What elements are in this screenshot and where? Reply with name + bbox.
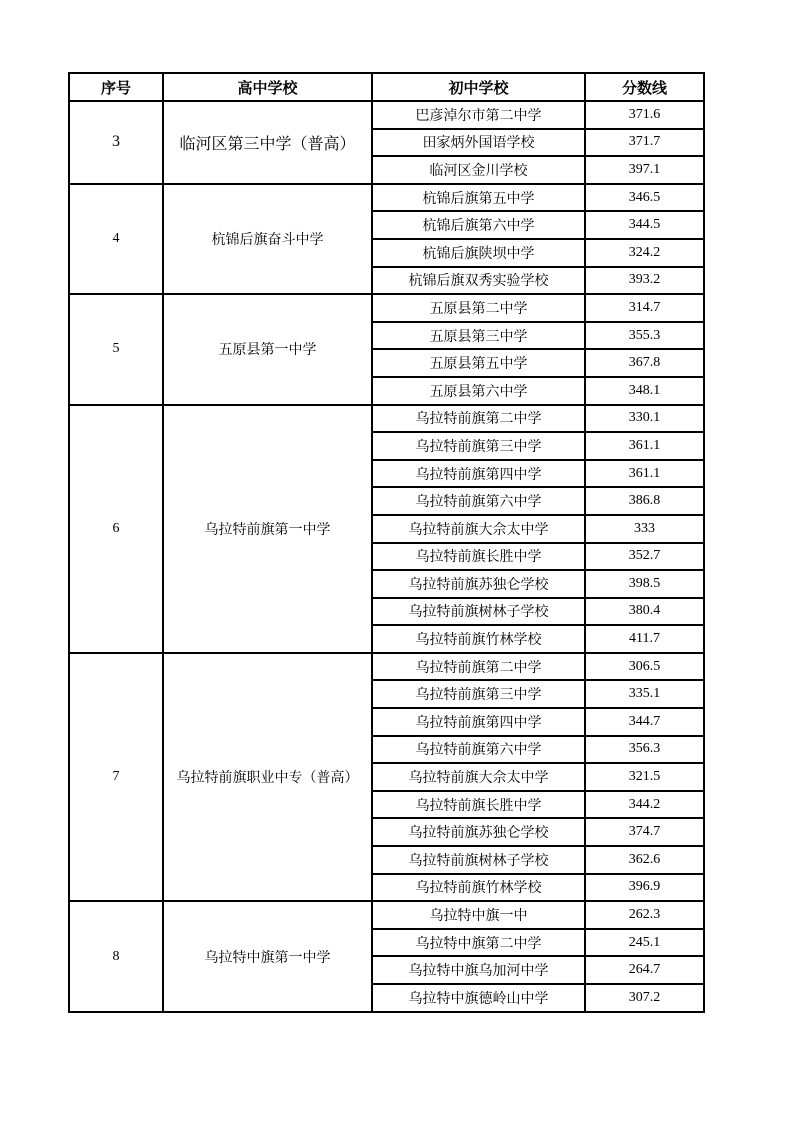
score-cell: 380.4	[585, 598, 704, 626]
high-school-cell: 乌拉特中旗第一中学	[163, 901, 372, 1012]
score-line-table	[68, 72, 705, 1013]
high-school-cell: 临河区第三中学（普高）	[163, 101, 372, 184]
index-cell: 6	[69, 405, 163, 653]
header-score-line: 分数线	[585, 73, 704, 101]
score-cell: 346.5	[585, 184, 704, 212]
score-cell: 321.5	[585, 763, 704, 791]
index-cell: 8	[69, 901, 163, 1012]
score-cell: 386.8	[585, 487, 704, 515]
middle-school-cell: 乌拉特前旗长胜中学	[372, 791, 585, 819]
score-cell: 262.3	[585, 901, 704, 929]
middle-school-cell: 乌拉特中旗一中	[372, 901, 585, 929]
middle-school-cell: 乌拉特中旗乌加河中学	[372, 956, 585, 984]
middle-school-cell: 乌拉特前旗树林子学校	[372, 846, 585, 874]
middle-school-cell: 乌拉特前旗苏独仑学校	[372, 818, 585, 846]
middle-school-cell: 田家炳外国语学校	[372, 129, 585, 157]
score-cell: 352.7	[585, 543, 704, 571]
index-cell: 4	[69, 184, 163, 294]
middle-school-cell: 乌拉特前旗第六中学	[372, 736, 585, 764]
middle-school-cell: 乌拉特前旗第三中学	[372, 680, 585, 708]
middle-school-cell: 巴彦淖尔市第二中学	[372, 101, 585, 129]
score-cell: 245.1	[585, 929, 704, 957]
middle-school-cell: 乌拉特前旗第二中学	[372, 405, 585, 433]
middle-school-cell: 乌拉特前旗竹林学校	[372, 625, 585, 653]
middle-school-cell: 五原县第六中学	[372, 377, 585, 405]
middle-school-cell: 杭锦后旗陕坝中学	[372, 239, 585, 267]
score-cell: 324.2	[585, 239, 704, 267]
header-middle-school: 初中学校	[372, 73, 585, 101]
middle-school-cell: 乌拉特前旗大佘太中学	[372, 515, 585, 543]
score-cell: 362.6	[585, 846, 704, 874]
score-cell: 344.5	[585, 211, 704, 239]
high-school-cell: 杭锦后旗奋斗中学	[163, 184, 372, 294]
table-row	[69, 653, 704, 681]
score-cell: 397.1	[585, 156, 704, 184]
score-cell: 333	[585, 515, 704, 543]
high-school-cell: 五原县第一中学	[163, 294, 372, 404]
table-row	[69, 901, 704, 929]
table-body	[69, 101, 704, 1012]
header-high-school: 高中学校	[163, 73, 372, 101]
middle-school-cell: 五原县第三中学	[372, 322, 585, 350]
score-cell: 307.2	[585, 984, 704, 1012]
middle-school-cell: 乌拉特中旗德岭山中学	[372, 984, 585, 1012]
score-cell: 396.9	[585, 874, 704, 902]
middle-school-cell: 乌拉特前旗苏独仑学校	[372, 570, 585, 598]
high-school-cell: 乌拉特前旗职业中专（普高）	[163, 653, 372, 901]
middle-school-cell: 杭锦后旗第六中学	[372, 211, 585, 239]
middle-school-cell: 乌拉特前旗第四中学	[372, 460, 585, 488]
middle-school-cell: 乌拉特前旗竹林学校	[372, 874, 585, 902]
middle-school-cell: 乌拉特前旗长胜中学	[372, 543, 585, 571]
score-cell: 330.1	[585, 405, 704, 433]
middle-school-cell: 乌拉特前旗第四中学	[372, 708, 585, 736]
index-cell: 7	[69, 653, 163, 901]
score-cell: 393.2	[585, 267, 704, 295]
middle-school-cell: 乌拉特前旗树林子学校	[372, 598, 585, 626]
index-cell: 3	[69, 101, 163, 184]
score-cell: 344.7	[585, 708, 704, 736]
middle-school-cell: 五原县第二中学	[372, 294, 585, 322]
middle-school-cell: 乌拉特前旗大佘太中学	[372, 763, 585, 791]
middle-school-cell: 乌拉特前旗第二中学	[372, 653, 585, 681]
score-cell: 306.5	[585, 653, 704, 681]
index-cell: 5	[69, 294, 163, 404]
score-cell: 361.1	[585, 460, 704, 488]
middle-school-cell: 乌拉特中旗第二中学	[372, 929, 585, 957]
middle-school-cell: 杭锦后旗双秀实验学校	[372, 267, 585, 295]
score-cell: 356.3	[585, 736, 704, 764]
score-cell: 335.1	[585, 680, 704, 708]
middle-school-cell: 乌拉特前旗第三中学	[372, 432, 585, 460]
score-cell: 371.7	[585, 129, 704, 157]
table-header-row	[69, 73, 704, 101]
high-school-cell: 乌拉特前旗第一中学	[163, 405, 372, 653]
table-row	[69, 405, 704, 433]
score-cell: 314.7	[585, 294, 704, 322]
header-index: 序号	[69, 73, 163, 101]
middle-school-cell: 乌拉特前旗第六中学	[372, 487, 585, 515]
table-row	[69, 294, 704, 322]
score-cell: 348.1	[585, 377, 704, 405]
score-cell: 361.1	[585, 432, 704, 460]
middle-school-cell: 五原县第五中学	[372, 349, 585, 377]
middle-school-cell: 临河区金川学校	[372, 156, 585, 184]
score-cell: 371.6	[585, 101, 704, 129]
score-cell: 411.7	[585, 625, 704, 653]
score-cell: 264.7	[585, 956, 704, 984]
middle-school-cell: 杭锦后旗第五中学	[372, 184, 585, 212]
score-cell: 355.3	[585, 322, 704, 350]
table-row	[69, 184, 704, 212]
score-cell: 374.7	[585, 818, 704, 846]
table-row	[69, 101, 704, 129]
score-cell: 367.8	[585, 349, 704, 377]
score-cell: 398.5	[585, 570, 704, 598]
score-cell: 344.2	[585, 791, 704, 819]
